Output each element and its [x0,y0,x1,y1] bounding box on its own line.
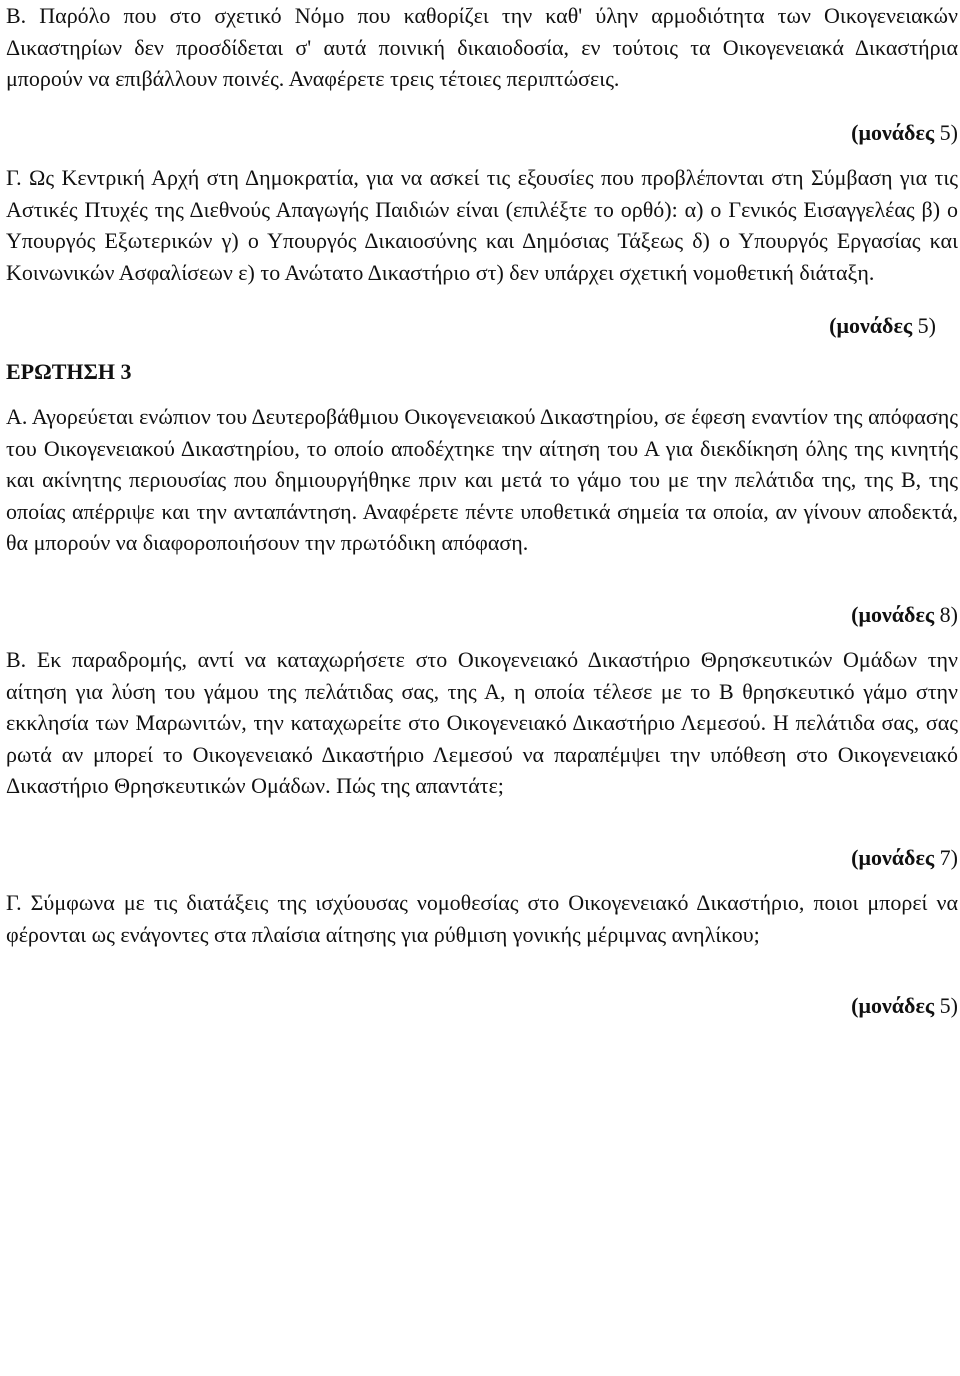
question-3-part-b-text: Β. Εκ παραδρομής, αντί να καταχωρήσετε στο Οικογενειακό Δικαστήριο Θρησκευτικών Ομάδων την αίτηση για λύση του γάμου της πελάτιδας σας, της Α, η οποία τέλεσε με το Β θρησκευτικό γάμο στην εκκλησία των Μαρωνιτών, την καταχωρείτε στο Οικογενειακό Δικαστήριο Λεμεσού. Η πελάτιδα σας, σας ρωτά αν μπορεί το Οικογενειακό Δικαστήριο Λεμεσού να παραπέμψει την υπόθεση στο Οικογενειακό Δικαστήριο Θρησκευτικών Ομάδων. Πώς της απαντάτε; [6,647,958,798]
question-3-part-c-text: Γ. Σύμφωνα με τις διατάξεις της ισχύουσας νομοθεσίας στο Οικογενειακό Δικαστήριο, ποιοι μπορεί να φέρονται ως ενάγοντες στα πλαίσια αίτησης για ρύθμιση γονικής μέριμνας ανηλίκου; [6,890,958,947]
marks-value: 5) [939,993,958,1018]
question-2-part-c-text: Γ. Ως Κεντρική Αρχή στη Δημοκρατία, για να ασκεί τις εξουσίες που προβλέπονται στη Σύμβαση για τις Αστικές Πτυχές της Διεθνούς Απαγωγής Παιδιών είναι (επιλέξτε το ορθό): α) ο Γενικός Εισαγγελέας β) ο Υπουργός Εξωτερικών γ) ο Υπουργός Δικαιοσύνης και Δημόσιας Τάξεως δ) ο Υπουργός Εργασίας και Κοινωνικών Ασφαλίσεων ε) το Ανώτατο Δικαστήριο στ) δεν υπάρχει σχετική νομοθετική διάταξη. [6,165,958,285]
marks-value: 5) [939,119,958,145]
question-3-part-b-marks [6,842,958,874]
marks-label: (μονάδες [851,993,935,1018]
marks-label: (μονάδες [851,601,935,627]
marks-label: (μονάδες [829,313,913,338]
question-3-part-a-marks [6,599,958,631]
question-2-part-b-marks [6,117,958,149]
marks-value: 5) [917,313,936,338]
marks-value: 7) [939,844,958,870]
marks-label: (μονάδες [851,844,935,870]
marks-label: (μονάδες [851,119,935,145]
question-3-part-a-text: Α. Αγορεύεται ενώπιον του Δευτεροβάθμιου Οικογενειακού Δικαστηρίου, σε έφεση εναντίον της απόφασης του Οικογενειακού Δικαστηρίου, το οποίο αποδέχτηκε την αίτηση του Α για διεκδίκηση όλης της κινητής και ακίνητης περιουσίας που δημιουργήθηκε πριν και μετά το γάμο του με την πελάτιδα της, της Β, της οποίας απέρριψε και την ανταπάντηση. Αναφέρετε πέντε υποθετικά σημεία τα οποία, αν γίνουν αποδεκτά, θα μπορούν να διαφοροποιήσουν την πρωτόδικη απόφαση. [6,404,958,555]
question-3-heading: ΕΡΩΤΗΣΗ 3 [6,358,132,384]
marks-value: 8) [939,601,958,627]
question-3-part-c-marks [6,990,958,1022]
question-2-part-b-text: Β. Παρόλο που στο σχετικό Νόμο που καθορίζει την καθ' ύλην αρμοδιότητα των Οικογενειακών Δικαστηρίων δεν προσδίδεται σ' αυτά ποινική δικαιοδοσία, εν τούτοις τα Οικογενειακά Δικαστήρια μπορούν να επιβάλλουν ποινές. Αναφέρετε τρεις τέτοιες περιπτώσεις. [6,3,958,91]
question-2-part-c-marks [6,310,958,342]
exam-page [6,0,958,1022]
